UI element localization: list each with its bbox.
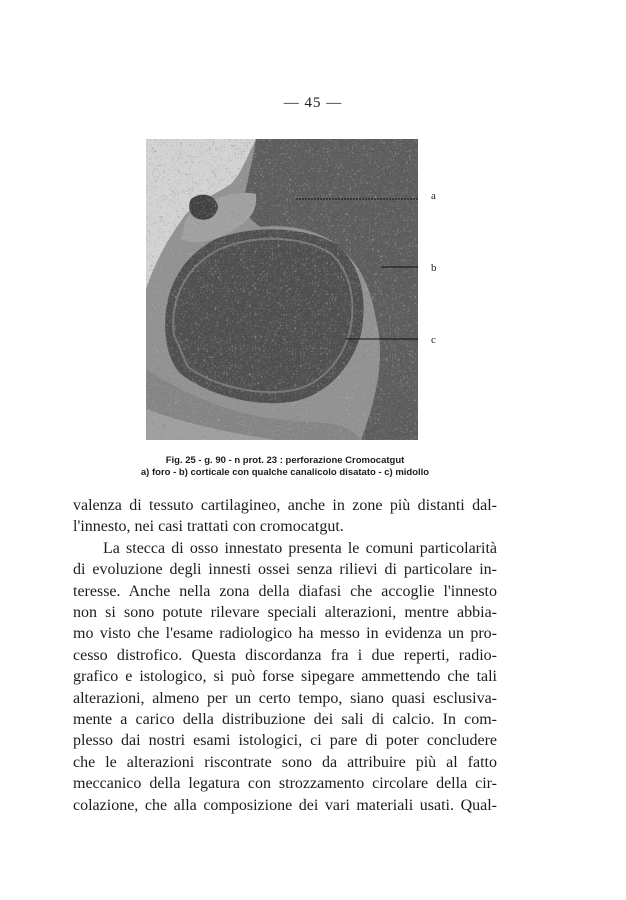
text-line: di evoluzione degli innesti ossei senza rilievi di particolare in- (73, 561, 497, 579)
figure-caption-title: Fig. 25 - g. 90 - n prot. 23 : perforazione Cromocatgut (165, 455, 405, 466)
text-line: mente a carico della distribuzione dei sali di calcio. In com- (73, 711, 497, 729)
body-text (73, 495, 497, 816)
figure-label-a: a (431, 190, 436, 202)
text-line: cesso distrofico. Questa discordanza fra i due reperti, radio- (73, 646, 497, 664)
text-line: non si sono potute rilevare speciali alterazioni, mentre abbia- (73, 604, 497, 622)
text-line: meccanico della legatura con strozzamento circolare della cir- (73, 775, 497, 793)
page-number: — 45 — (283, 95, 343, 111)
text-line: mo visto che l'esame radiologico ha messo in evidenza un pro- (73, 625, 497, 643)
text-line: plesso dai nostri esami istologici, ci pare di poter concludere (73, 732, 497, 750)
histology-micrograph (146, 139, 418, 440)
text-line: La stecca di osso innestato presenta le comuni particolarità (103, 539, 497, 557)
text-line: teresse. Anche nella zona della diafasi che accoglie l'innesto (73, 582, 497, 600)
text-line: l'innesto, nei casi trattati con cromocatgut. (73, 518, 344, 536)
text-line: grafico e istologico, si può forse sipegare ammettendo che tali (73, 668, 497, 686)
figure-label-c: c (431, 334, 436, 346)
figure-label-b: b (431, 262, 437, 274)
text-line: valenza di tessuto cartilagineo, anche in zone più distanti dal- (73, 497, 497, 514)
text-line: alterazioni, almeno per un certo tempo, siano quasi esclusiva- (73, 689, 497, 707)
text-line: che le alterazioni riscontrate sono da attribuire più al fatto (73, 753, 497, 771)
figure-caption-legend: a) foro - b) corticale con qualche canalicolo disatato - c) midollo (140, 467, 430, 478)
micrograph-image (146, 139, 418, 440)
text-line: colazione, che alla composizione dei vari materiali usati. Qual- (73, 796, 497, 814)
